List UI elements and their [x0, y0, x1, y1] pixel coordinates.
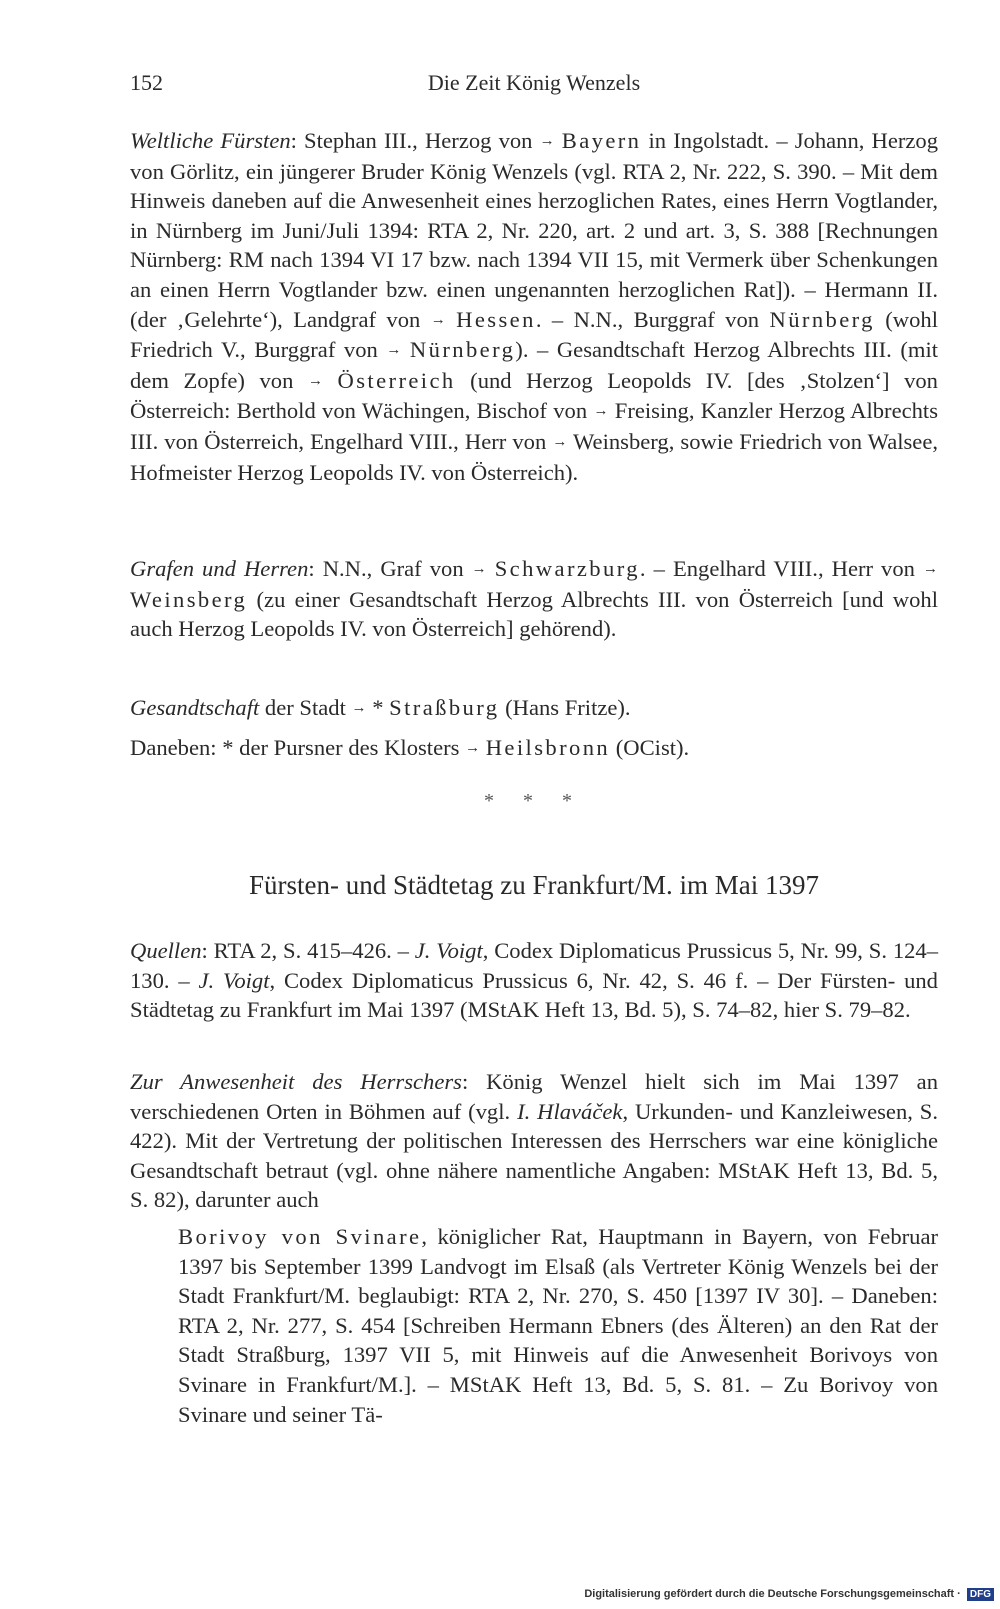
category-label: Gesandtschaft	[130, 695, 260, 720]
place-name: Heilsbronn	[485, 735, 611, 760]
paragraph-gesandtschaft: Gesandtschaft der Stadt → * Straßburg (Hans Fritze).	[130, 693, 938, 724]
cross-reference-arrow-icon: →	[471, 561, 487, 577]
paragraph-anwesenheit: Zur Anwesenheit des Herrschers: König Wenzel hielt sich im Mai 1397 an verschiedenen Orten in Böhmen auf (vgl. I. Hlaváček, Urkunden- und Kanzleiwesen, S. 422). Mit der Vertretung der politischen Interessen des Herrschers war eine königliche Gesandtschaft betraut (vgl. ohne nähere namentliche Angaben: MStAK Heft 13, Bd. 5, S. 82), darunter auch	[130, 1069, 939, 1213]
place-name: Weinsberg	[130, 586, 248, 612]
cross-reference-arrow-icon: →	[465, 740, 481, 756]
place-name: Straßburg	[389, 695, 500, 720]
paragraph-borivoy: Borivoy von Svinare, königlicher Rat, Hauptmann in Bayern, von Februar 1397 bis September 1399 Landvogt im Elsaß (als Vertreter König Wenzels bei der Stadt Frankfurt/M. beglaubigt: RTA 2, Nr. 270, S. 450 [1397 IV 30]. – Daneben: RTA 2, Nr. 277, S. 454 [Schreiben Hermann Ebners (des Älteren) an den Rat der Stadt Straßburg, 1397 VII 5, mit Hinweis auf die Anwesenheit Borivoys von Svinare in Frankfurt/M.]. – MStAK Heft 13, Bd. 5, S. 81. – Zu Borivoy von Svinare und seiner Tä-	[178, 1224, 938, 1427]
author-name: J. Voigt	[414, 938, 483, 963]
cross-reference-arrow-icon: →	[430, 311, 446, 328]
footer-text: Digitalisierung gefördert durch die Deutsche Forschungsgemeinschaft ·	[584, 1588, 961, 1600]
place-name: Weinsberg	[573, 428, 669, 454]
cross-reference-arrow-icon: →	[593, 403, 609, 420]
cross-reference-arrow-icon: →	[386, 342, 402, 359]
author-name: J. Voigt	[198, 967, 270, 993]
place-name: Nürnberg	[769, 306, 875, 332]
asterisk-marker: *	[222, 735, 234, 760]
place-name: Nürnberg	[409, 337, 516, 363]
section-heading: Fürsten- und Städtetag zu Frankfurt/M. im Mai 1397	[249, 870, 819, 900]
category-label: Zur Anwesenheit des Herrschers	[130, 1069, 462, 1094]
place-name: Hessen	[456, 306, 536, 332]
person-name: Borivoy von Svinare	[178, 1224, 422, 1249]
paragraph-weltliche-fuersten: Weltliche Fürsten: Stephan III., Herzog von → Bayern in Ingolstadt. – Johann, Herzog von Görlitz, ein jüngerer Bruder König Wenzels (vgl. RTA 2, Nr. 222, S. 390. – Mit dem Hinweis daneben auf die Anwesenheit eines herzoglichen Rates, eines Herrn Vogtlander, in Nürnberg im Juni/Juli 1394: RTA 2, Nr. 220, art. 2 und art. 3, S. 388 [Rechnungen Nürnberg: RM nach 1394 VI 17 bzw. nach 1394 VII 15, mit Vermerk über Schenkungen an einen Herrn Vogtlander bzw. einen ungenannten herzoglichen Rat]). – Hermann II. (der ‚Gelehrte‘), Landgraf von → Hessen. – N.N., Burggraf von Nürnberg (wohl Friedrich V., Burggraf von → Nürnberg). – Gesandtschaft Herzog Albrechts III. (mit dem Zopfe) von → Österreich (und Herzog Leopolds IV. [des ‚Stolzen‘] von Österreich: Berthold von Wächingen, Bischof von → Freising, Kanzler Herzog Albrechts III. von Österreich, Engelhard VIII., Herr von → Weinsberg, sowie Friedrich von Walsee, Hofmeister Herzog Leopolds IV. von Österreich).	[130, 128, 939, 485]
paragraph-daneben: Daneben: * der Pursner des Klosters → Heilsbronn (OCist).	[130, 733, 938, 764]
place-name: Österreich	[337, 367, 456, 393]
running-title: Die Zeit König Wenzels	[427, 70, 641, 95]
cross-reference-arrow-icon: →	[351, 700, 367, 716]
author-name: I. Hlaváček	[517, 1098, 623, 1124]
category-label: Weltliche Fürsten	[130, 128, 291, 153]
place-name: Schwarzburg	[494, 556, 640, 581]
cross-reference-arrow-icon: →	[552, 433, 568, 450]
running-head	[130, 70, 938, 102]
paragraph-quellen: Quellen: RTA 2, S. 415–426. – J. Voigt, Codex Diplomaticus Prussicus 5, Nr. 99, S. 124–130. – J. Voigt, Codex Diplomaticus Prussicus 6, Nr. 42, S. 46 f. – Der Fürsten- und Städtetag zu Frankfurt im Mai 1397 (MStAK Heft 13, Bd. 5), S. 74–82, hier S. 79–82.	[130, 938, 939, 1023]
section-separator: * * *	[484, 790, 584, 812]
category-label: Grafen und Herren	[130, 556, 309, 581]
digitization-footer	[584, 1588, 994, 1601]
category-label: Quellen	[130, 938, 202, 963]
cross-reference-arrow-icon: →	[307, 372, 323, 389]
asterisk-marker: *	[372, 695, 384, 720]
cross-reference-arrow-icon: →	[923, 561, 938, 577]
paragraph-grafen-und-herren: Grafen und Herren: N.N., Graf von → Schwarzburg. – Engelhard VIII., Herr von → Weinsberg (zu einer Gesandtschaft Herzog Albrechts III. von Österreich [und wohl auch Herzog Leopolds IV. von Österreich] gehörend).	[130, 556, 938, 642]
dfg-logo: DFG	[967, 1588, 994, 1601]
page-number: 152	[130, 70, 163, 95]
place-name: Freising	[614, 398, 689, 424]
place-name: Bayern	[561, 128, 642, 153]
cross-reference-arrow-icon: →	[539, 133, 555, 149]
